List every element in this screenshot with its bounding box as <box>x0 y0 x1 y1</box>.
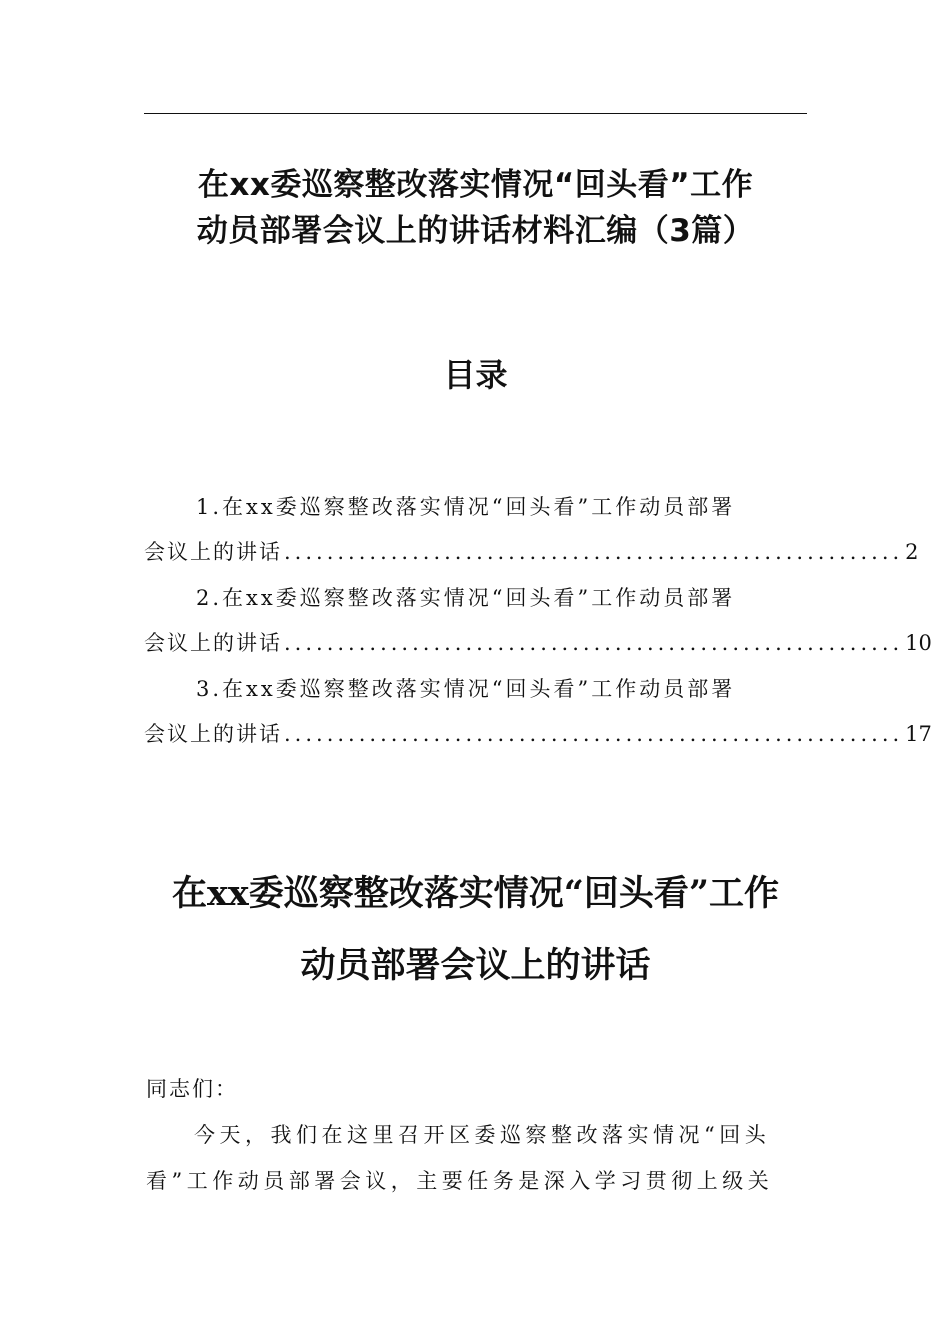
table-of-contents <box>144 484 932 757</box>
document-title-line-2: 动员部署会议上的讲话材料汇编（3篇） <box>196 213 755 249</box>
toc-entry-3[interactable] <box>144 666 932 757</box>
toc-page-number: 2 <box>905 540 919 564</box>
toc-entry-title: 2.在xx委巡察整改落实情况“回头看”工作动员部署 <box>196 586 736 610</box>
toc-dot-leader: .......................................................... <box>284 631 904 655</box>
salutation: 同志们： <box>146 1077 238 1101</box>
toc-page-number: 17 <box>905 722 932 746</box>
toc-page-number: 10 <box>905 631 932 655</box>
toc-entry-title-tail: 会议上的讲话 <box>144 722 282 746</box>
toc-heading: 目录 <box>443 356 508 394</box>
header-rule <box>144 113 807 114</box>
toc-entry-continuation <box>144 530 919 575</box>
speech-title-line-1: 在xx委巡察整改落实情况“回头看”工作 <box>172 873 779 914</box>
body-paragraph: 今天，我们在这里召开区委巡察整改落实情况“回头看”工作动员部署会议，主要任务是深入学习贯彻上级关 <box>146 1123 774 1193</box>
toc-dot-leader: .......................................................... <box>284 722 904 746</box>
document-title-line-1: 在xx委巡察整改落实情况“回头看”工作 <box>197 167 754 203</box>
toc-entry-continuation <box>144 621 932 666</box>
toc-entry-1[interactable] <box>144 484 919 575</box>
toc-entry-title: 3.在xx委巡察整改落实情况“回头看”工作动员部署 <box>196 677 736 701</box>
speech-title <box>144 858 807 1002</box>
toc-entry-title-tail: 会议上的讲话 <box>144 540 282 564</box>
document-title <box>144 162 807 254</box>
speech-title-line-2: 动员部署会议上的讲话 <box>300 945 651 986</box>
toc-dot-leader: .......................................................... <box>284 540 904 564</box>
toc-entry-continuation <box>144 712 932 757</box>
toc-entry-2[interactable] <box>144 575 932 666</box>
toc-entry-title: 1.在xx委巡察整改落实情况“回头看”工作动员部署 <box>196 495 736 519</box>
toc-entry-title-tail: 会议上的讲话 <box>144 631 282 655</box>
